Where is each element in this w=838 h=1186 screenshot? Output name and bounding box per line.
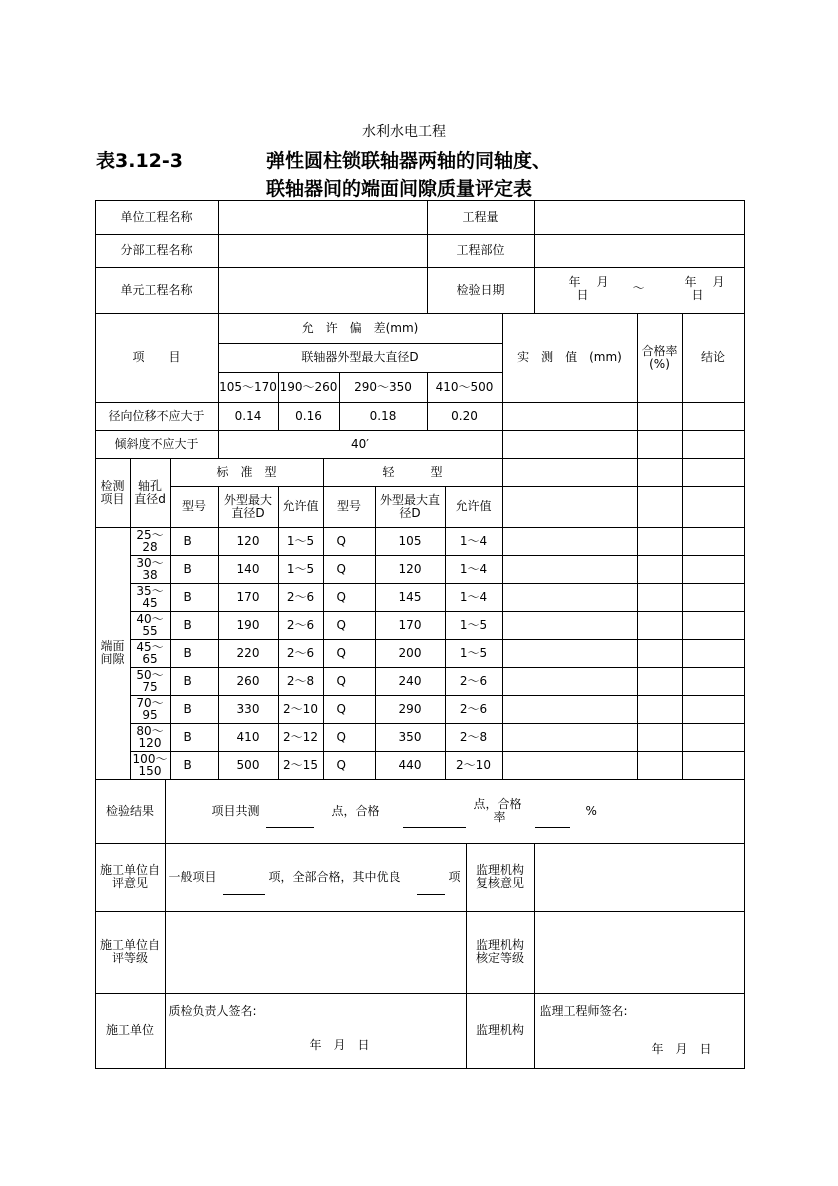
standard-max-diameter: 170 — [218, 583, 279, 612]
standard-allowed: 2～8 — [278, 667, 324, 696]
bore-diameter-cell — [130, 723, 171, 752]
result-text: 点，合格 — [331, 803, 380, 818]
light-max-diameter: 105 — [375, 527, 446, 556]
result-cell — [165, 779, 745, 844]
bore-diameter-text: 95 — [142, 708, 158, 722]
pass-rate-field[interactable] — [637, 527, 683, 556]
points-blank[interactable] — [266, 827, 314, 828]
inspection-date-label: 检验日期 — [427, 267, 535, 314]
model-header: 型号 — [323, 486, 376, 528]
standard-model: B — [170, 555, 219, 584]
general-items-blank[interactable] — [223, 894, 265, 895]
excellent-items-blank[interactable] — [417, 894, 445, 895]
tilt-value: 40′ — [218, 430, 503, 459]
conclusion-field[interactable] — [682, 486, 745, 528]
bore-diameter-header: 轴孔直径d — [130, 458, 171, 528]
measured-value-field[interactable] — [502, 486, 638, 528]
radial-value: 0.18 — [339, 402, 428, 431]
bore-diameter-text: 50～ — [136, 668, 164, 682]
model-header: 型号 — [170, 486, 219, 528]
light-max-diameter: 120 — [375, 555, 446, 584]
conclusion-field[interactable] — [682, 751, 745, 780]
standard-max-diameter: 120 — [218, 527, 279, 556]
range-header: 290～350 — [339, 372, 428, 403]
standard-model: B — [170, 723, 219, 752]
supervisor-label: 监理机构 — [466, 993, 535, 1069]
pass-rate-field[interactable] — [637, 430, 683, 459]
measured-value-field[interactable] — [502, 430, 638, 459]
sign-date: 年 月 日 — [309, 1037, 370, 1052]
standard-model: B — [170, 639, 219, 668]
quantity-label: 工程量 — [427, 200, 535, 235]
pass-rate-field[interactable] — [637, 639, 683, 668]
allowed-header: 允许值 — [278, 486, 324, 528]
self-eval-text: 一般项目 — [168, 869, 217, 884]
standard-max-diameter: 220 — [218, 639, 279, 668]
light-model: Q — [323, 583, 376, 612]
contractor-label: 施工单位 — [95, 993, 166, 1069]
tilt-label: 倾斜度不应大于 — [95, 430, 219, 459]
light-allowed: 2～10 — [445, 751, 503, 780]
measured-value-field[interactable] — [502, 402, 638, 431]
standard-allowed: 2～15 — [278, 751, 324, 780]
bore-diameter-text: 100～ — [132, 752, 168, 766]
range-header: 190～260 — [278, 372, 340, 403]
conclusion-field[interactable] — [682, 639, 745, 668]
self-eval-text: 项 — [448, 869, 461, 884]
form-title-line2: 联轴器间的端面间隙质量评定表 — [266, 178, 533, 200]
pass-rate-field[interactable] — [637, 555, 683, 584]
result-text: % — [585, 803, 597, 818]
light-model: Q — [323, 723, 376, 752]
bore-diameter-text: 40～ — [136, 612, 164, 626]
pass-rate-field[interactable] — [637, 667, 683, 696]
self-grade-label: 施工单位自评等级 — [95, 911, 166, 994]
measured-value-field[interactable] — [502, 527, 638, 556]
table-number: 表3.12-3 — [96, 150, 183, 172]
bore-diameter-text: 75 — [142, 680, 158, 694]
light-max-diameter: 440 — [375, 751, 446, 780]
bore-diameter-text: 80～ — [136, 724, 164, 738]
self-grade-field[interactable] — [165, 911, 467, 994]
coupling-diameter-header: 联轴器外型最大直径D — [218, 343, 503, 373]
supervisor-grade-field[interactable] — [534, 911, 745, 994]
pass-points-blank[interactable] — [403, 827, 466, 828]
standard-model: B — [170, 527, 219, 556]
bore-diameter-text: 30～ — [136, 556, 164, 570]
measured-value-header: 实 测 值 (mm) — [502, 313, 638, 403]
standard-max-diameter: 500 — [218, 751, 279, 780]
bore-diameter-text: 28 — [142, 540, 158, 554]
light-model: Q — [323, 667, 376, 696]
result-label: 检验结果 — [95, 779, 166, 844]
pass-rate-field[interactable] — [637, 486, 683, 528]
light-allowed: 2～6 — [445, 695, 503, 724]
pass-rate-field[interactable] — [637, 583, 683, 612]
qc-sign-label: 质检负责人签名: — [168, 1003, 257, 1018]
bore-diameter-cell — [130, 639, 171, 668]
conclusion-field[interactable] — [682, 723, 745, 752]
light-model: Q — [323, 611, 376, 640]
light-model: Q — [323, 751, 376, 780]
conclusion-field[interactable] — [682, 430, 745, 459]
light-allowed: 1～5 — [445, 639, 503, 668]
supervisor-review-label: 监理机构复核意见 — [466, 843, 535, 912]
standard-model: B — [170, 583, 219, 612]
bore-diameter-cell — [130, 583, 171, 612]
tilde-text: ～ — [632, 280, 645, 295]
standard-allowed: 2～6 — [278, 583, 324, 612]
measured-value-field[interactable] — [502, 639, 638, 668]
light-max-diameter: 145 — [375, 583, 446, 612]
measured-value-field[interactable] — [502, 583, 638, 612]
light-allowed: 1～4 — [445, 527, 503, 556]
element-project-field[interactable] — [218, 267, 428, 314]
light-allowed: 1～5 — [445, 611, 503, 640]
measured-value-field[interactable] — [502, 751, 638, 780]
self-eval-text: 项，全部合格，其中优良 — [268, 869, 401, 884]
conclusion-field[interactable] — [682, 695, 745, 724]
pass-rate-field[interactable] — [637, 611, 683, 640]
engineer-sign-label: 监理工程师签名: — [539, 1003, 628, 1018]
standard-model: B — [170, 611, 219, 640]
result-text: 点，合格 — [473, 796, 522, 811]
light-max-diameter: 240 — [375, 667, 446, 696]
sub-project-field[interactable] — [218, 234, 428, 268]
bore-diameter-cell — [130, 751, 171, 780]
standard-allowed: 2～6 — [278, 639, 324, 668]
light-model: Q — [323, 527, 376, 556]
conclusion-field[interactable] — [682, 527, 745, 556]
light-allowed: 1～4 — [445, 555, 503, 584]
bore-diameter-text: 150 — [138, 764, 162, 778]
pass-rate-field[interactable] — [637, 751, 683, 780]
element-project-label: 单元工程名称 — [95, 267, 219, 314]
standard-max-diameter: 140 — [218, 555, 279, 584]
range-header: 410～500 — [427, 372, 503, 403]
light-max-diameter: 170 — [375, 611, 446, 640]
pass-rate-field[interactable] — [637, 458, 683, 487]
standard-model: B — [170, 751, 219, 780]
bore-diameter-text: 55 — [142, 624, 158, 638]
bore-diameter-cell — [130, 611, 171, 640]
conclusion-field[interactable] — [682, 555, 745, 584]
supervisor-review-field[interactable] — [534, 843, 745, 912]
conclusion-field[interactable] — [682, 402, 745, 431]
measured-value-field[interactable] — [502, 458, 638, 487]
pass-rate-field[interactable] — [637, 723, 683, 752]
conclusion-field[interactable] — [682, 458, 745, 487]
standard-allowed: 2～6 — [278, 611, 324, 640]
standard-model: B — [170, 667, 219, 696]
result-text: 率 — [493, 809, 506, 824]
quantity-field[interactable] — [534, 200, 745, 235]
measured-value-field[interactable] — [502, 667, 638, 696]
pass-rate-field[interactable] — [637, 402, 683, 431]
standard-allowed: 1～5 — [278, 527, 324, 556]
engineer-sign-cell[interactable] — [534, 993, 745, 1069]
conclusion-header: 结论 — [682, 313, 745, 403]
light-max-diameter: 200 — [375, 639, 446, 668]
day-text: 日 — [691, 287, 704, 302]
org-title: 水利水电工程 — [362, 124, 446, 140]
max-diameter-header: 外型最大直径D — [375, 486, 446, 528]
bore-diameter-text: 38 — [142, 568, 158, 582]
measured-value-field[interactable] — [502, 555, 638, 584]
radial-displacement-label: 径向位移不应大于 — [95, 402, 219, 431]
inspection-date-field[interactable] — [534, 267, 745, 314]
radial-value: 0.14 — [218, 402, 279, 431]
result-text: 项目共测 — [211, 803, 260, 818]
standard-max-diameter: 330 — [218, 695, 279, 724]
self-eval-cell — [165, 843, 467, 912]
pass-rate-header: 合格率(%) — [637, 313, 683, 403]
sign-date: 年 月 日 — [651, 1041, 712, 1056]
bore-diameter-cell — [130, 555, 171, 584]
part-label: 工程部位 — [427, 234, 535, 268]
measured-value-field[interactable] — [502, 723, 638, 752]
check-item-header: 检测项目 — [95, 458, 131, 528]
conclusion-field[interactable] — [682, 611, 745, 640]
day-text: 日 — [576, 287, 589, 302]
light-allowed: 1～4 — [445, 583, 503, 612]
end-gap-label: 端面间隙 — [95, 527, 131, 780]
light-model: Q — [323, 555, 376, 584]
month-text: 月 — [712, 274, 725, 289]
bore-diameter-text: 45～ — [136, 640, 164, 654]
bore-diameter-text: 35～ — [136, 584, 164, 598]
light-model: Q — [323, 695, 376, 724]
self-eval-label: 施工单位自评意见 — [95, 843, 166, 912]
item-header: 项 目 — [95, 313, 219, 403]
light-type-header: 轻 型 — [323, 458, 503, 487]
standard-max-diameter: 260 — [218, 667, 279, 696]
radial-value: 0.20 — [427, 402, 503, 431]
year-text: 年 — [684, 274, 697, 289]
standard-type-header: 标 准 型 — [170, 458, 324, 487]
allowed-header: 允许值 — [445, 486, 503, 528]
max-diameter-header: 外型最大直径D — [218, 486, 279, 528]
bore-diameter-cell — [130, 527, 171, 556]
conclusion-field[interactable] — [682, 583, 745, 612]
light-allowed: 2～8 — [445, 723, 503, 752]
standard-allowed: 1～5 — [278, 555, 324, 584]
allowed-deviation-header: 允 许 偏 差(mm) — [218, 313, 503, 344]
standard-allowed: 2～10 — [278, 695, 324, 724]
qc-sign-cell[interactable] — [165, 993, 467, 1069]
bore-diameter-cell — [130, 695, 171, 724]
standard-allowed: 2～12 — [278, 723, 324, 752]
form-title-line1: 弹性圆柱锁联轴器两轴的同轴度、 — [266, 150, 552, 172]
bore-diameter-text: 120 — [138, 736, 162, 750]
radial-value: 0.16 — [278, 402, 340, 431]
standard-model: B — [170, 695, 219, 724]
bore-diameter-text: 25～ — [136, 528, 164, 542]
unit-project-field[interactable] — [218, 200, 428, 235]
month-text: 月 — [596, 274, 609, 289]
part-field[interactable] — [534, 234, 745, 268]
light-max-diameter: 290 — [375, 695, 446, 724]
measured-value-field[interactable] — [502, 611, 638, 640]
standard-max-diameter: 190 — [218, 611, 279, 640]
year-text: 年 — [568, 274, 581, 289]
sub-project-label: 分部工程名称 — [95, 234, 219, 268]
conclusion-field[interactable] — [682, 667, 745, 696]
light-allowed: 2～6 — [445, 667, 503, 696]
light-max-diameter: 350 — [375, 723, 446, 752]
range-header: 105～170 — [218, 372, 279, 403]
pass-rate-field[interactable] — [637, 695, 683, 724]
measured-value-field[interactable] — [502, 695, 638, 724]
light-model: Q — [323, 639, 376, 668]
bore-diameter-cell — [130, 667, 171, 696]
pass-rate-blank[interactable] — [535, 827, 570, 828]
supervisor-grade-label: 监理机构核定等级 — [466, 911, 535, 994]
unit-project-label: 单位工程名称 — [95, 200, 219, 235]
bore-diameter-text: 70～ — [136, 696, 164, 710]
bore-diameter-text: 45 — [142, 596, 158, 610]
bore-diameter-text: 65 — [142, 652, 158, 666]
standard-max-diameter: 410 — [218, 723, 279, 752]
